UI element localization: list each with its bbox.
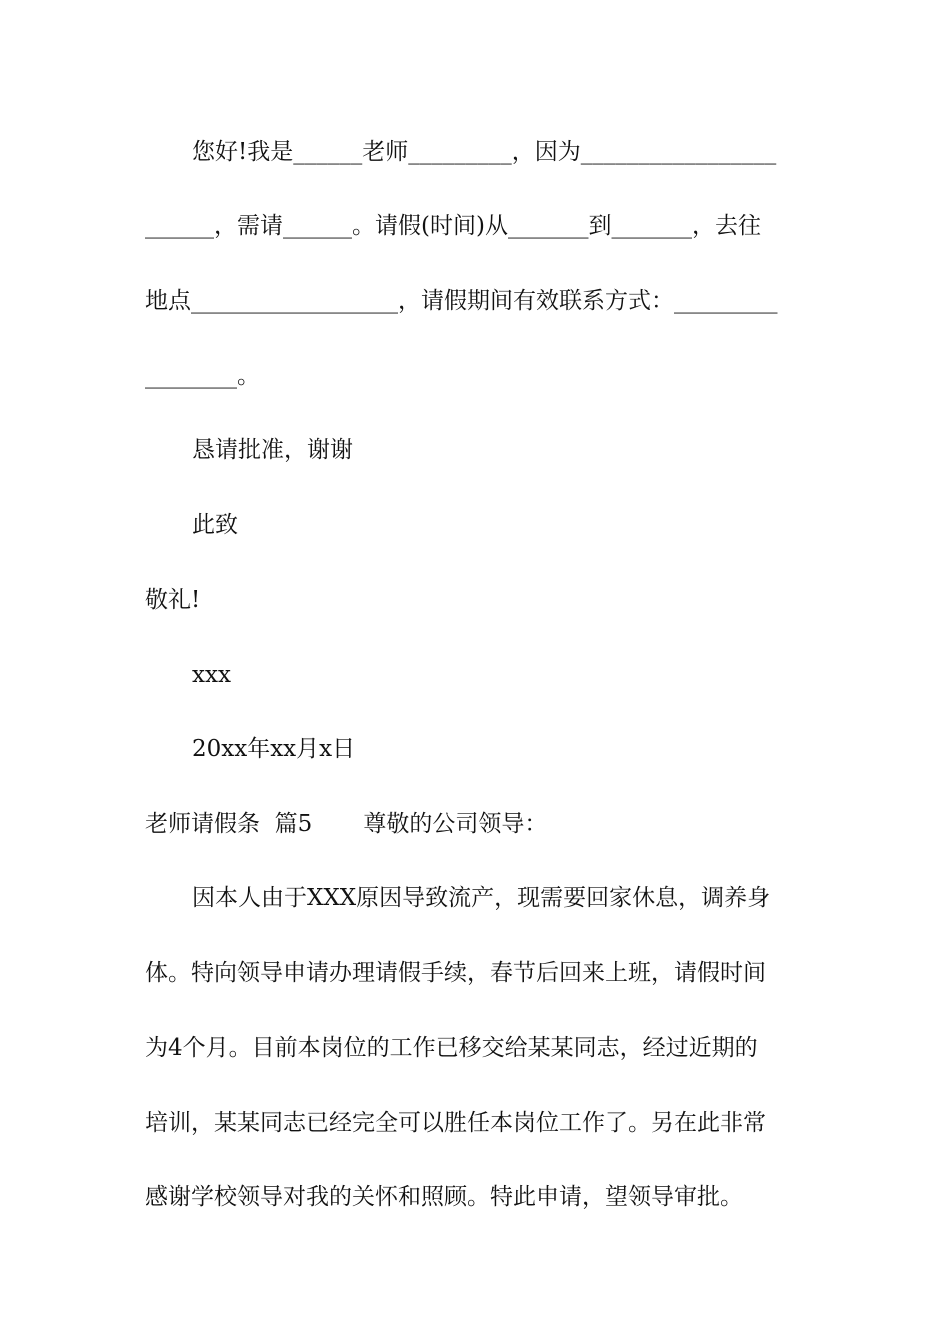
form-line-4: ________。	[145, 363, 260, 389]
form-line-3: 地点__________________，请假期间有效联系方式：_________	[145, 288, 778, 314]
closing-greeting-2: 敬礼!	[145, 587, 201, 613]
body-line-2: 体。特向领导申请办理请假手续，春节后回来上班，请假时间	[145, 960, 766, 986]
body-line-1: 因本人由于XXX原因导致流产，现需要回家休息，调养身	[192, 885, 771, 911]
request-line: 恳请批准，谢谢	[192, 437, 353, 463]
body-line-5: 感谢学校领导对我的关怀和照顾。特此申请，望领导审批。	[145, 1184, 743, 1210]
form-line-2: ______，需请______。请假(时间)从_______到_______，去往	[145, 213, 761, 239]
closing-greeting-1: 此致	[192, 512, 238, 538]
section-heading: 老师请假条 篇5 尊敬的公司领导：	[145, 811, 548, 837]
date-line: 20xx年xx月x日	[192, 736, 356, 762]
body-line-4: 培训，某某同志已经完全可以胜任本岗位工作了。另在此非常	[145, 1110, 766, 1136]
body-line-3: 为4个月。目前本岗位的工作已移交给某某同志，经过近期的	[145, 1035, 758, 1061]
form-line-1: 您好!我是______老师_________，因为_________________	[192, 139, 777, 165]
signature: xxx	[192, 662, 231, 688]
